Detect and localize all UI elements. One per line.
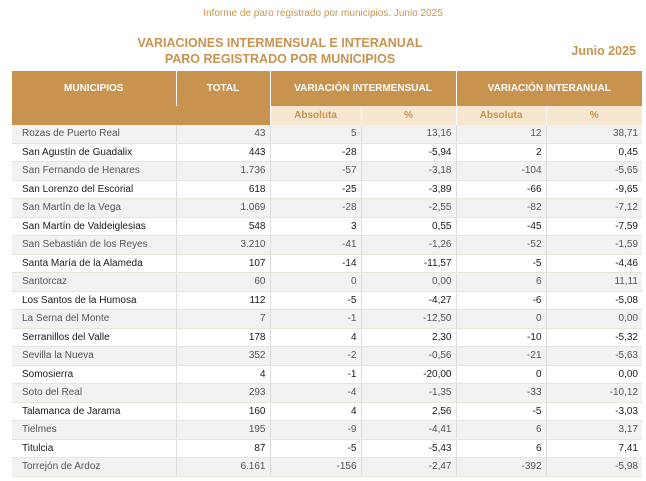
table-row: [12, 180, 642, 199]
table-row: [12, 162, 642, 181]
cell-intermensual-absoluta: -156: [270, 458, 361, 477]
cell-municipio: La Serna del Monte: [12, 310, 176, 329]
cell-intermensual-pct: 0,00: [361, 273, 456, 292]
cell-municipio: San Martín de la Vega: [12, 199, 176, 218]
cell-intermensual-pct: -5,43: [361, 439, 456, 458]
cell-total: 6.161: [176, 458, 270, 477]
cell-municipio: Talamanca de Jarama: [12, 402, 176, 421]
cell-total: 548: [176, 217, 270, 236]
cell-intermensual-absoluta: -9: [270, 421, 361, 440]
cell-municipio: Titulcia: [12, 439, 176, 458]
cell-intermensual-absoluta: 4: [270, 402, 361, 421]
table-row: [12, 125, 642, 143]
header-interanual: VARIACIÓN INTERANUAL: [456, 71, 642, 106]
table-row: [12, 310, 642, 329]
cell-interanual-absoluta: -5: [456, 254, 546, 273]
subheader-blank: [12, 106, 176, 125]
table-row: [12, 384, 642, 403]
table-row: [12, 328, 642, 347]
cell-intermensual-pct: -0,56: [361, 347, 456, 366]
cell-intermensual-absoluta: -28: [270, 143, 361, 162]
cell-interanual-pct: 7,41: [546, 439, 642, 458]
cell-intermensual-pct: -1,35: [361, 384, 456, 403]
cell-interanual-absoluta: 6: [456, 421, 546, 440]
cell-interanual-absoluta: -392: [456, 458, 546, 477]
cell-intermensual-pct: -4,41: [361, 421, 456, 440]
cell-intermensual-absoluta: -57: [270, 162, 361, 181]
cell-total: 3.210: [176, 236, 270, 255]
cell-interanual-pct: 0,00: [546, 365, 642, 384]
cell-total: 4: [176, 365, 270, 384]
cell-intermensual-pct: -2,55: [361, 199, 456, 218]
cell-intermensual-absoluta: -5: [270, 291, 361, 310]
cell-intermensual-absoluta: -28: [270, 199, 361, 218]
cell-intermensual-pct: -1,26: [361, 236, 456, 255]
cell-total: 43: [176, 125, 270, 143]
table-row: [12, 439, 642, 458]
cell-intermensual-pct: -11,57: [361, 254, 456, 273]
table-body: [12, 125, 642, 476]
cell-total: 293: [176, 384, 270, 403]
cell-municipio: San Lorenzo del Escorial: [12, 180, 176, 199]
cell-interanual-absoluta: 6: [456, 439, 546, 458]
cell-interanual-absoluta: -52: [456, 236, 546, 255]
table-row: [12, 143, 642, 162]
cell-interanual-pct: -9,65: [546, 180, 642, 199]
cell-intermensual-absoluta: -14: [270, 254, 361, 273]
cell-intermensual-pct: 13,16: [361, 125, 456, 143]
subheader-m-pct: %: [361, 106, 456, 125]
cell-interanual-absoluta: -45: [456, 217, 546, 236]
cell-interanual-absoluta: -6: [456, 291, 546, 310]
cell-intermensual-absoluta: 5: [270, 125, 361, 143]
cell-intermensual-absoluta: -41: [270, 236, 361, 255]
cell-interanual-absoluta: -33: [456, 384, 546, 403]
cell-intermensual-absoluta: -1: [270, 365, 361, 384]
table-row: [12, 199, 642, 218]
report-subtitle: Informe de paro registrado por municipios. Junio 2025: [203, 8, 443, 19]
cell-intermensual-pct: 0,55: [361, 217, 456, 236]
cell-interanual-pct: 11,11: [546, 273, 642, 292]
cell-total: 160: [176, 402, 270, 421]
header-total: TOTAL: [176, 71, 270, 106]
subheader-blank: [176, 106, 270, 125]
table-row: [12, 236, 642, 255]
cell-interanual-pct: -7,59: [546, 217, 642, 236]
cell-intermensual-pct: -3,89: [361, 180, 456, 199]
cell-interanual-absoluta: -5: [456, 402, 546, 421]
cell-intermensual-pct: -20,00: [361, 365, 456, 384]
cell-municipio: Los Santos de la Humosa: [12, 291, 176, 310]
cell-interanual-absoluta: -10: [456, 328, 546, 347]
cell-total: 1.736: [176, 162, 270, 181]
cell-municipio: Santorcaz: [12, 273, 176, 292]
cell-intermensual-pct: 2,30: [361, 328, 456, 347]
cell-municipio: Soto del Real: [12, 384, 176, 403]
cell-total: 618: [176, 180, 270, 199]
cell-interanual-pct: 38,71: [546, 125, 642, 143]
report-title: [100, 35, 460, 67]
cell-municipio: San Fernando de Henares: [12, 162, 176, 181]
cell-total: 1.069: [176, 199, 270, 218]
report-period: Junio 2025: [571, 44, 636, 58]
cell-interanual-absoluta: 0: [456, 365, 546, 384]
header-municipios: MUNICIPIOS: [12, 71, 176, 106]
cell-interanual-pct: -5,08: [546, 291, 642, 310]
cell-interanual-absoluta: 12: [456, 125, 546, 143]
table-row: [12, 273, 642, 292]
cell-municipio: San Martín de Valdeiglesias: [12, 217, 176, 236]
table-row: [12, 217, 642, 236]
header-intermensual: VARIACIÓN INTERMENSUAL: [270, 71, 456, 106]
cell-intermensual-absoluta: -1: [270, 310, 361, 329]
cell-interanual-absoluta: -66: [456, 180, 546, 199]
cell-interanual-absoluta: -82: [456, 199, 546, 218]
cell-interanual-pct: -5,63: [546, 347, 642, 366]
table-row: [12, 291, 642, 310]
cell-intermensual-pct: -4,27: [361, 291, 456, 310]
subheader-m-absoluta: Absoluta: [270, 106, 361, 125]
cell-total: 7: [176, 310, 270, 329]
cell-intermensual-pct: 2,56: [361, 402, 456, 421]
cell-total: 87: [176, 439, 270, 458]
cell-municipio: San Agustín de Guadalix: [12, 143, 176, 162]
cell-intermensual-absoluta: -2: [270, 347, 361, 366]
cell-interanual-pct: 0,00: [546, 310, 642, 329]
cell-interanual-pct: -5,98: [546, 458, 642, 477]
title-line-1: VARIACIONES INTERMENSUAL E INTERANUAL: [137, 36, 423, 50]
cell-total: 60: [176, 273, 270, 292]
cell-interanual-absoluta: -104: [456, 162, 546, 181]
cell-intermensual-absoluta: -5: [270, 439, 361, 458]
cell-interanual-pct: -3,03: [546, 402, 642, 421]
cell-interanual-absoluta: 0: [456, 310, 546, 329]
cell-interanual-pct: 3,17: [546, 421, 642, 440]
cell-total: 178: [176, 328, 270, 347]
cell-interanual-pct: -1,59: [546, 236, 642, 255]
unemployment-table: [12, 71, 642, 477]
subheader-a-pct: %: [546, 106, 642, 125]
cell-municipio: Sevilla la Nueva: [12, 347, 176, 366]
cell-municipio: Somosierra: [12, 365, 176, 384]
cell-interanual-pct: 0,45: [546, 143, 642, 162]
cell-interanual-pct: -7,12: [546, 199, 642, 218]
cell-intermensual-absoluta: 0: [270, 273, 361, 292]
subheader-a-absoluta: Absoluta: [456, 106, 546, 125]
cell-intermensual-pct: -3,18: [361, 162, 456, 181]
table-row: [12, 421, 642, 440]
cell-total: 195: [176, 421, 270, 440]
cell-interanual-absoluta: -21: [456, 347, 546, 366]
cell-total: 352: [176, 347, 270, 366]
cell-municipio: Tielmes: [12, 421, 176, 440]
cell-interanual-pct: -5,65: [546, 162, 642, 181]
cell-municipio: Serranillos del Valle: [12, 328, 176, 347]
table-row: [12, 254, 642, 273]
cell-interanual-pct: -4,46: [546, 254, 642, 273]
title-line-2: PARO REGISTRADO POR MUNICIPIOS: [164, 52, 396, 66]
table-row: [12, 402, 642, 421]
cell-total: 107: [176, 254, 270, 273]
cell-interanual-absoluta: 2: [456, 143, 546, 162]
cell-interanual-absoluta: 6: [456, 273, 546, 292]
cell-municipio: Rozas de Puerto Real: [12, 125, 176, 143]
cell-interanual-pct: -10,12: [546, 384, 642, 403]
cell-municipio: Torrejón de Ardoz: [12, 458, 176, 477]
cell-intermensual-absoluta: 3: [270, 217, 361, 236]
cell-municipio: Santa María de la Alameda: [12, 254, 176, 273]
table-row: [12, 458, 642, 477]
cell-total: 443: [176, 143, 270, 162]
cell-intermensual-absoluta: -4: [270, 384, 361, 403]
table-row: [12, 347, 642, 366]
cell-intermensual-pct: -2,47: [361, 458, 456, 477]
cell-intermensual-absoluta: -25: [270, 180, 361, 199]
cell-intermensual-pct: -5,94: [361, 143, 456, 162]
cell-interanual-pct: -5,32: [546, 328, 642, 347]
cell-intermensual-pct: -12,50: [361, 310, 456, 329]
cell-total: 112: [176, 291, 270, 310]
table-row: [12, 365, 642, 384]
cell-intermensual-absoluta: 4: [270, 328, 361, 347]
cell-municipio: San Sebastián de los Reyes: [12, 236, 176, 255]
